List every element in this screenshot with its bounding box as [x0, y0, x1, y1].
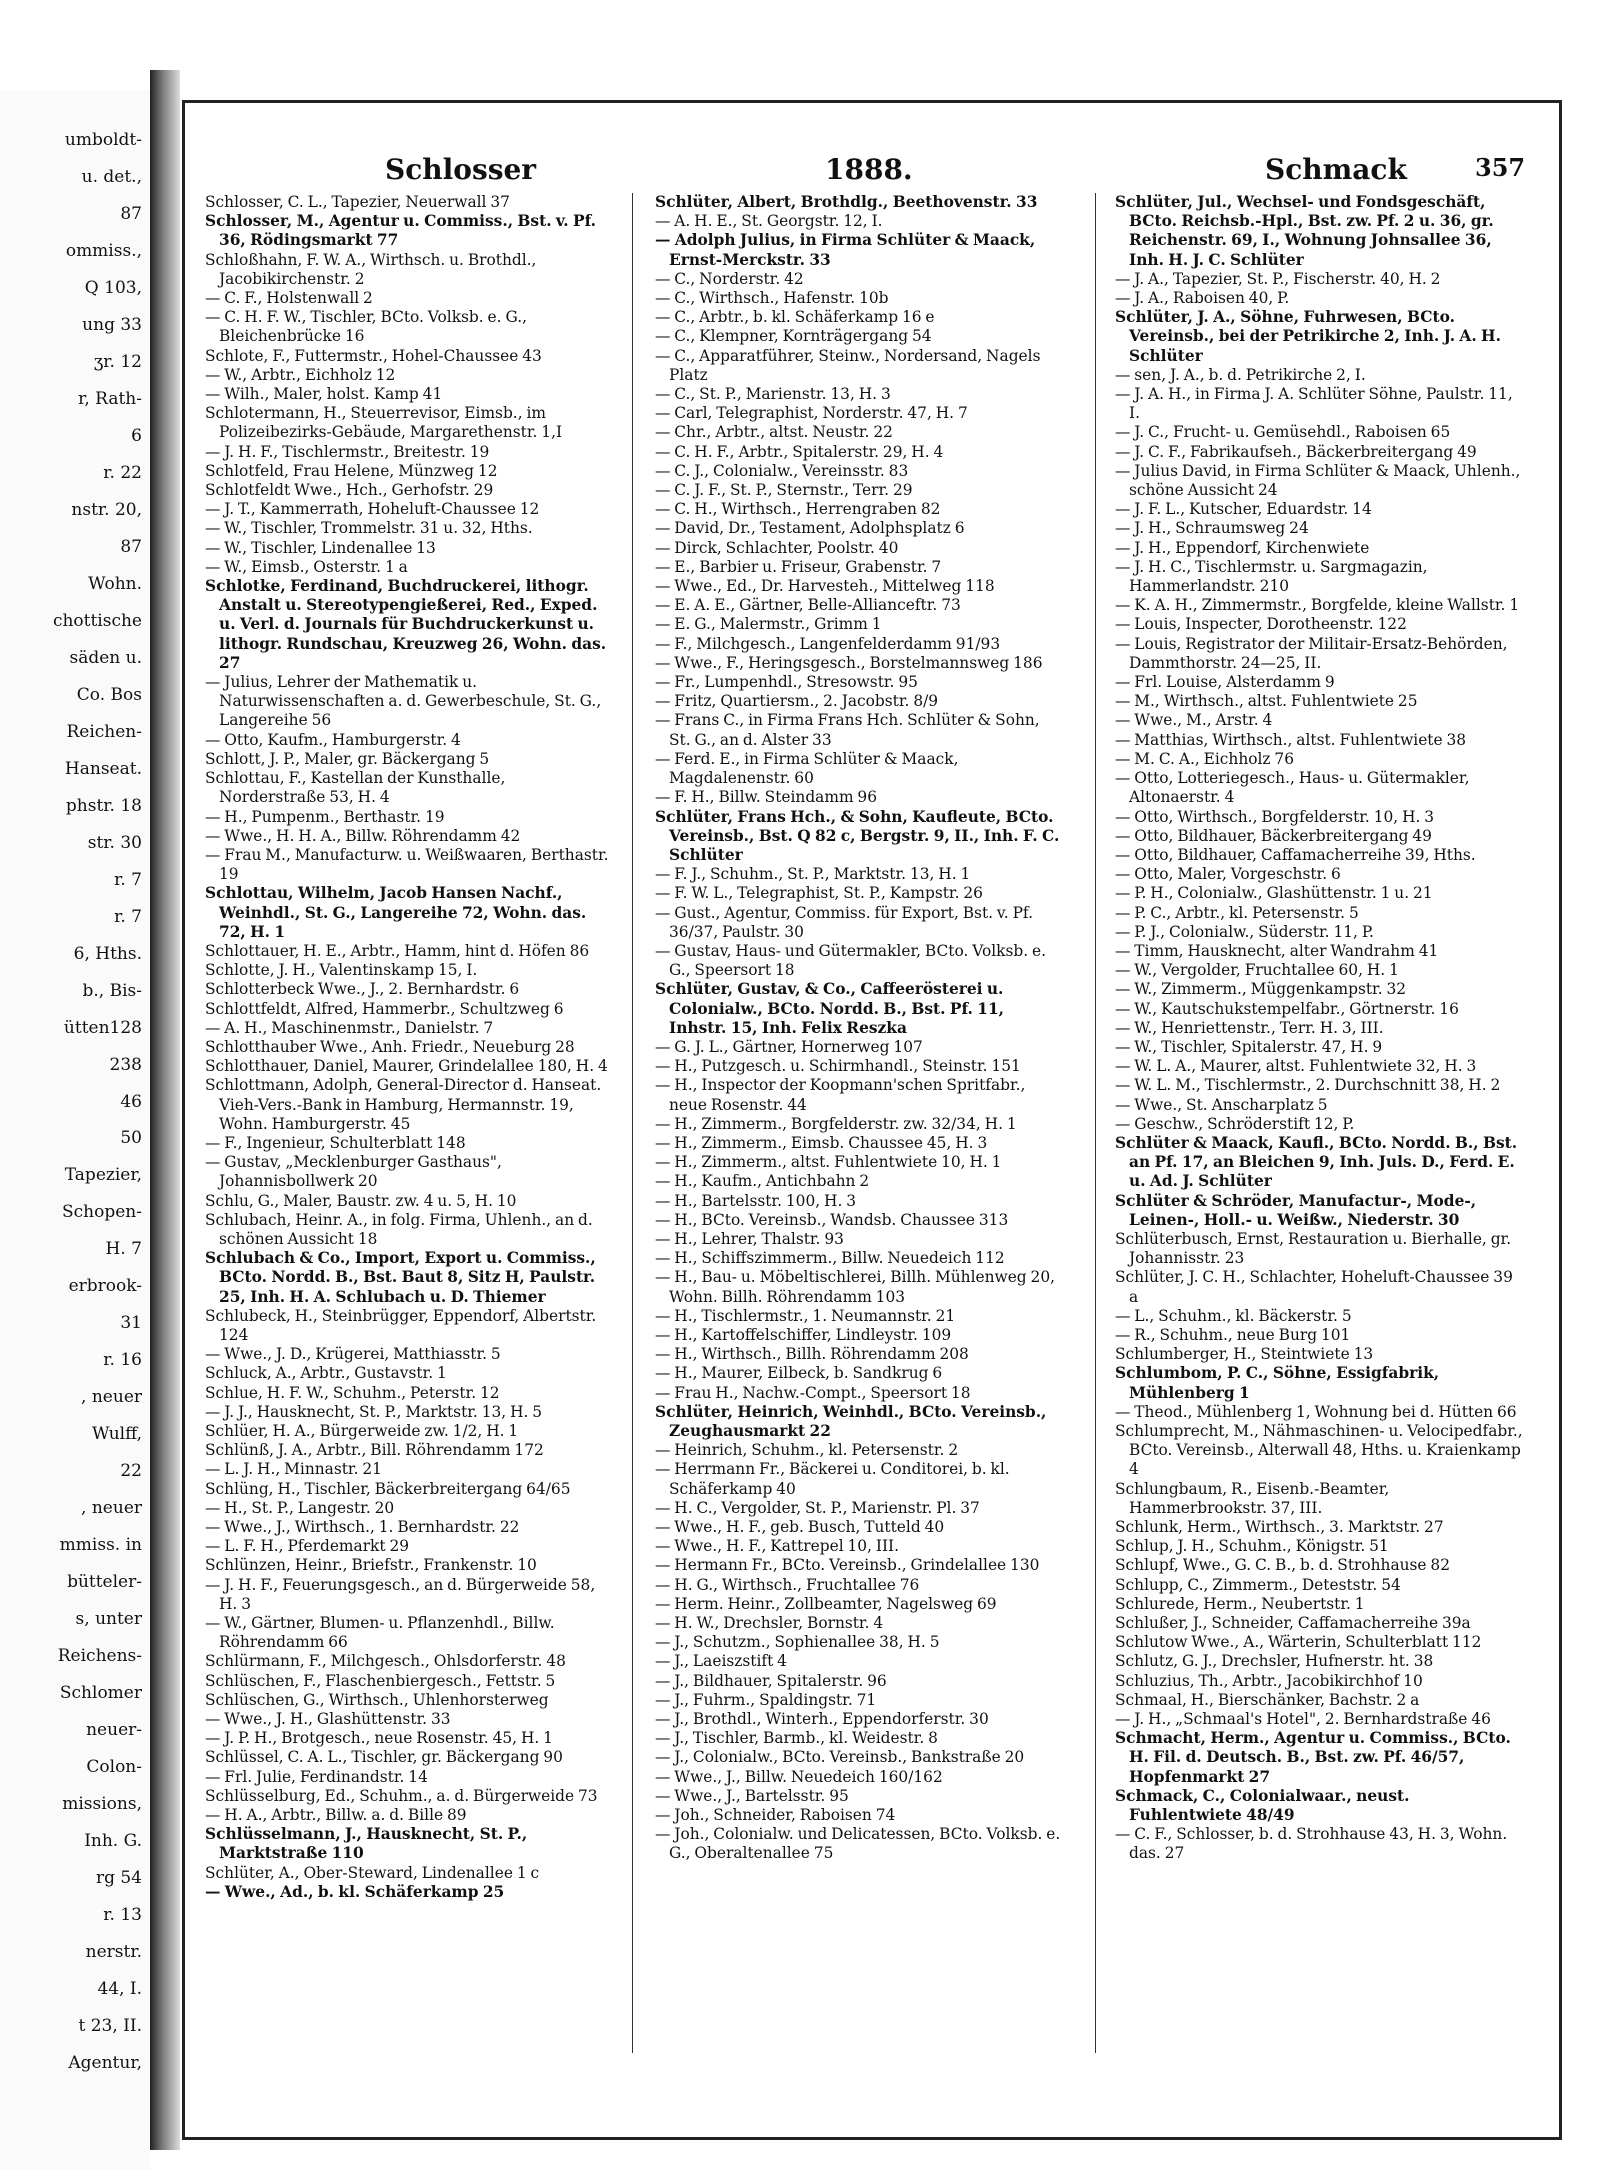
directory-entry: — W. L. A., Maurer, altst. Fuhlentwiete 32, H. 3: [1115, 1057, 1477, 1076]
directory-entry: — Adolph Julius, in Firma Schlüter & Maack, Ernst-Merckstr. 33: [655, 231, 1036, 269]
directory-entry: — P. J., Colonialw., Süderstr. 11, P.: [1115, 922, 1374, 941]
directory-entry: Schlüterbusch, Ernst, Restauration u. Bierhalle, gr. Johannisstr. 23: [1115, 1229, 1512, 1268]
directory-entry: — E. A. E., Gärtner, Belle-Allianceftr. 73: [655, 596, 961, 615]
directory-entry: — Gust., Agentur, Commiss. für Export, Bst. v. Pf. 36/37, Paulstr. 30: [655, 903, 1033, 941]
directory-entry: Schlotke, Ferdinand, Buchdruckerei, lithogr. Anstalt u. Stereotypengießerei, Red., Exped. u. Verl. d. Journals für Buchdruckerkunst u. lithogr. Rundschau, Kreuzweg 26, Wohn. das. 27: [205, 577, 607, 672]
left-page-text-fragment: Schopen-: [62, 1202, 142, 1223]
directory-entry: — Herrmann Fr., Bäckerei u. Conditorei, b. kl. Schäferkamp 40: [655, 1460, 1010, 1498]
directory-entry: — F. W. L., Telegraphist, St. P., Kampstr. 26: [655, 884, 983, 903]
directory-entry: Schluck, A., Arbtr., Gustavstr. 1: [205, 1364, 447, 1383]
directory-entry: Schlüsselmann, J., Hausknecht, St. P., Marktstraße 110: [205, 1825, 528, 1863]
directory-entry: — Carl, Telegraphist, Norderstr. 47, H. 7: [655, 404, 968, 423]
left-page-text-fragment: u. det.,: [81, 166, 142, 187]
directory-entry: Schlüschen, F., Flaschenbiergesch., Fettstr. 5: [205, 1671, 556, 1690]
directory-entry: — Otto, Kaufm., Hamburgerstr. 4: [205, 730, 461, 749]
directory-entry: Schlungbaum, R., Eisenb.-Beamter, Hammerbrookstr. 37, III.: [1115, 1479, 1390, 1517]
directory-entry: Schlüschen, G., Wirthsch., Uhlenhorsterweg: [205, 1690, 549, 1709]
directory-entry: — F. H., Billw. Steindamm 96: [655, 788, 878, 807]
directory-entry: Schlüter, Jul., Wechsel- und Fondsgeschäft, BCto. Reichsb.-Hpl., Bst. zw. Pf. 2 u. 36, gr. Reichenstr. 69, I., Wohnung Johnsallee 36, Inh. H. J. C. Schlüter: [1115, 193, 1494, 269]
left-page-text-fragment: Wohn.: [88, 573, 142, 594]
column-divider: [1095, 193, 1096, 2053]
directory-entry: — Heinrich, Schuhm., kl. Petersenstr. 2: [655, 1441, 959, 1460]
directory-entry: Schlumprecht, M., Nähmaschinen- u. Velocipedfabr., BCto. Vereinsb., Alterwall 48, Hths. u. Kraienkamp 4: [1115, 1422, 1523, 1479]
directory-entry: — H., BCto. Vereinsb., Wandsb. Chaussee 313: [655, 1210, 1009, 1229]
left-page-text-fragment: bütteler-: [67, 1572, 142, 1593]
directory-entry: Schlumberger, H., Steintwiete 13: [1115, 1345, 1374, 1364]
directory-entry: — Timm, Hausknecht, alter Wandrahm 41: [1115, 941, 1439, 960]
directory-entry: — E. G., Malermstr., Grimm 1: [655, 615, 882, 634]
directory-entry: Schlottauer, H. E., Arbtr., Hamm, hint d. Höfen 86: [205, 941, 590, 960]
directory-entry: — Gustav, Haus- und Gütermakler, BCto. Volksb. e. G., Speersort 18: [655, 941, 1046, 980]
directory-entry: Schlurede, Herm., Neubertstr. 1: [1115, 1594, 1365, 1613]
directory-entry: — A. H. E., St. Georgstr. 12, I.: [655, 212, 883, 231]
directory-entry: Schlottmann, Adolph, General-Director d. Hanseat. Vieh-Vers.-Bank in Hamburg, Hermannstr. 19, Wohn. Hamburgerstr. 45: [205, 1076, 602, 1133]
directory-entry: Schlürmann, F., Milchgesch., Ohlsdorferstr. 48: [205, 1652, 566, 1671]
header-year: 1888.: [825, 153, 913, 186]
directory-entry: Schmaal, H., Bierschänker, Bachstr. 2 a: [1115, 1690, 1420, 1709]
left-page-text-fragment: ommiss.,: [65, 240, 142, 261]
directory-entry: — Wwe., H. H. A., Billw. Röhrendamm 42: [205, 826, 521, 845]
directory-entry: Schlu, G., Maler, Baustr. zw. 4 u. 5, H. 10: [205, 1191, 517, 1210]
left-page-text-fragment: 22: [120, 1461, 142, 1482]
left-page-text-fragment: Inh. G.: [84, 1831, 142, 1852]
directory-entry: Schlüter, Heinrich, Weinhdl., BCto. Vereinsb., Zeughausmarkt 22: [655, 1402, 1047, 1440]
directory-entry: — J., Colonialw., BCto. Vereinsb., Bankstraße 20: [655, 1748, 1025, 1767]
directory-entry: — J., Schutzm., Sophienallee 38, H. 5: [655, 1633, 940, 1652]
directory-entry: — Otto, Lotteriegesch., Haus- u. Gütermakler, Altonaerstr. 4: [1115, 769, 1470, 807]
left-page-text-fragment: neuer-: [86, 1720, 142, 1741]
directory-entry: Schlünzen, Heinr., Briefstr., Frankenstr. 10: [205, 1556, 537, 1575]
directory-entry: — Fritz, Quartiersm., 2. Jacobstr. 8/9: [655, 692, 939, 711]
directory-entry: — Dirck, Schlachter, Poolstr. 40: [655, 538, 899, 557]
left-page-text-fragment: , neuer: [81, 1498, 142, 1519]
directory-entry: Schlüter, Gustav, & Co., Caffeerösterei u. Colonialw., BCto. Nordd. B., Bst. Pf. 11, Inhstr. 15, Inh. Felix Reszka: [655, 980, 1005, 1037]
directory-entry: — J. J., Hausknecht, St. P., Marktstr. 13, H. 5: [205, 1402, 543, 1421]
directory-entry: — L. F. H., Pferdemarkt 29: [205, 1537, 410, 1556]
left-page-text-fragment: Wulff,: [91, 1424, 142, 1445]
directory-entry: — H., Bartelsstr. 100, H. 3: [655, 1191, 857, 1210]
left-page-text-fragment: umboldt-: [64, 130, 142, 150]
directory-entry: Schlottau, Wilhelm, Jacob Hansen Nachf., Weinhdl., St. G., Langereihe 72, Wohn. das. 72, H. 1: [205, 884, 587, 941]
directory-entry: — Gustav, „Mecklenburger Gasthaus", Johannisbollwerk 20: [205, 1153, 502, 1191]
left-page-text-fragment: b., Bis-: [82, 980, 142, 1001]
directory-entry: Schlote, F., Futtermstr., Hohel-Chaussee 43: [205, 346, 542, 365]
directory-entry: — Wwe., F., Heringsgesch., Borstelmannsweg 186: [655, 653, 1043, 672]
directory-entry: Schlüter, J. C. H., Schlachter, Hoheluft-Chaussee 39 a: [1115, 1268, 1513, 1306]
directory-entry: — K. A. H., Zimmermstr., Borgfelde, kleine Wallstr. 1: [1115, 596, 1520, 615]
directory-entry: — J., Tischler, Barmb., kl. Weidestr. 8: [655, 1729, 938, 1748]
left-page-text-fragment: 44, I.: [97, 1979, 142, 2000]
directory-entry: — H., Zimmerm., altst. Fuhlentwiete 10, H. 1: [655, 1153, 1002, 1172]
directory-entry: — Herm. Heinr., Zollbeamter, Nagelsweg 69: [655, 1594, 997, 1613]
column-divider: [632, 193, 633, 2053]
directory-entry: Schlüsselburg, Ed., Schuhm., a. d. Bürgerweide 73: [205, 1786, 598, 1805]
left-page-text-fragment: 6, Hths.: [73, 943, 142, 964]
directory-entry: — J., Bildhauer, Spitalerstr. 96: [655, 1671, 887, 1690]
left-page-text-fragment: 87: [120, 203, 142, 224]
running-header: [185, 153, 1559, 193]
directory-entry: — C. H. F. W., Tischler, BCto. Volksb. e. G., Bleichenbrücke 16: [205, 308, 527, 346]
left-page-text-fragment: rg 54: [95, 1868, 142, 1889]
directory-entry: — H., Wirthsch., Billh. Röhrendamm 208: [655, 1345, 969, 1364]
directory-entry: — Wwe., Ed., Dr. Harvesteh., Mittelweg 118: [655, 577, 995, 596]
directory-entry: Schmacht, Herm., Agentur u. Commiss., BCto. H. Fil. d. Deutsch. B., Bst. zw. Pf. 46/57, Hopfenmarkt 27: [1115, 1729, 1511, 1786]
directory-entry: — Frans C., in Firma Frans Hch. Schlüter & Sohn, St. G., an d. Alster 33: [655, 711, 1040, 749]
directory-entry: — J. P. H., Brotgesch., neue Rosenstr. 45, H. 1: [205, 1729, 553, 1748]
directory-entry: — C. J. F., St. P., Sternstr., Terr. 29: [655, 481, 913, 500]
directory-entry: — H., Schiffszimmerm., Billw. Neuedeich 112: [655, 1249, 1005, 1268]
directory-entry: — G. J. L., Gärtner, Hornerweg 107: [655, 1037, 923, 1056]
directory-entry: — Frl. Louise, Alsterdamm 9: [1115, 673, 1335, 692]
left-page-text-fragment: Tapezier,: [64, 1165, 142, 1186]
directory-entry: — H., Inspector der Koopmann'schen Spritfabr., neue Rosenstr. 44: [655, 1076, 1026, 1114]
directory-entry: — Louis, Registrator der Militair-Ersatz-Behörden, Dammthorstr. 24—25, II.: [1115, 634, 1508, 672]
directory-entry: Schlüter, Albert, Brothdlg., Beethovenstr. 33: [655, 193, 1038, 211]
directory-entry: Schlüter, J. A., Söhne, Fuhrwesen, BCto. Vereinsb., bei der Petrikirche 2, Inh. J. A. H. Schlüter: [1115, 308, 1501, 365]
directory-entry: — H., St. P., Langestr. 20: [205, 1498, 395, 1517]
book-gutter: [150, 70, 180, 2150]
directory-entry: — W., Tischler, Trommelstr. 31 u. 32, Hths.: [205, 519, 533, 538]
directory-entry: — H. C., Vergolder, St. P., Marienstr. Pl. 37: [655, 1498, 980, 1517]
header-left-keyword: Schlosser: [385, 153, 537, 186]
left-page-text-fragment: 6: [131, 425, 142, 446]
left-page-text-fragment: Co. Bos: [76, 684, 142, 705]
left-page-text-fragment: ütten128: [63, 1017, 142, 1038]
directory-entry: Schlottau, F., Kastellan der Kunsthalle, Norderstraße 53, H. 4: [205, 769, 506, 807]
directory-entry: — Matthias, Wirthsch., altst. Fuhlentwiete 38: [1115, 730, 1467, 749]
directory-entry: Schlüssel, C. A. L., Tischler, gr. Bäckergang 90: [205, 1748, 563, 1767]
directory-entry: Schlotfeldt Wwe., Hch., Gerhofstr. 29: [205, 481, 494, 500]
directory-entry: — Otto, Bildhauer, Bäckerbreitergang 49: [1115, 826, 1432, 845]
directory-entry: — F. J., Schuhm., St. P., Marktstr. 13, H. 1: [655, 865, 971, 884]
directory-entry: — Otto, Maler, Vorgeschstr. 6: [1115, 865, 1341, 884]
column-1: [205, 193, 615, 2093]
directory-entry: Schlüter, A., Ober-Steward, Lindenallee 1 c: [205, 1863, 540, 1882]
directory-entry: Schlotterbeck Wwe., J., 2. Bernhardstr. 6: [205, 980, 520, 999]
directory-entry: Schlüer, H. A., Bürgerweide zw. 1/2, H. 1: [205, 1422, 519, 1440]
directory-entry: — C., Wirthsch., Hafenstr. 10b: [655, 289, 889, 308]
directory-entry: — W., Vergolder, Fruchtallee 60, H. 1: [1115, 961, 1399, 980]
directory-entry: — sen, J. A., b. d. Petrikirche 2, I.: [1115, 365, 1366, 384]
directory-entry: — Frau H., Nachw.-Compt., Speersort 18: [655, 1383, 971, 1402]
directory-entry: Schlutz, G. J., Drechsler, Hufnerstr. ht. 38: [1115, 1652, 1434, 1671]
directory-entry: — H., Kartoffelschiffer, Lindleystr. 109: [655, 1325, 952, 1344]
directory-entry: — W., Tischler, Spitalerstr. 47, H. 9: [1115, 1037, 1383, 1056]
directory-entry: — Wwe., St. Anscharplatz 5: [1115, 1095, 1328, 1114]
directory-entry: Schlosser, M., Agentur u. Commiss., Bst. v. Pf. 36, Rödingsmarkt 77: [205, 212, 597, 250]
directory-entry: — J. A. H., in Firma J. A. Schlüter Söhne, Paulstr. 11, I.: [1115, 385, 1513, 423]
directory-entry: — C., Apparatführer, Steinw., Nordersand, Nagels Platz: [655, 346, 1041, 384]
directory-entry: Schloßhahn, F. W. A., Wirthsch. u. Brothdl., Jacobikirchenstr. 2: [205, 250, 537, 288]
directory-entry: — H. G., Wirthsch., Fruchtallee 76: [655, 1575, 920, 1594]
left-page-text-fragment: 87: [120, 536, 142, 557]
directory-entry: — A. H., Maschinenmstr., Danielstr. 7: [205, 1018, 494, 1037]
directory-entry: — Wwe., J. D., Krügerei, Matthiasstr. 5: [205, 1345, 501, 1364]
directory-entry: — H., Zimmerm., Eimsb. Chaussee 45, H. 3: [655, 1133, 988, 1152]
left-page-text-fragment: 46: [120, 1091, 142, 1112]
directory-entry: Schlupp, C., Zimmerm., Deteststr. 54: [1115, 1575, 1401, 1594]
left-page-fragment: [0, 90, 150, 2170]
directory-entry: Schlotermann, H., Steuerrevisor, Eimsb., im Polizeibezirks-Gebäude, Margarethenstr. 1,I: [205, 404, 563, 442]
directory-entry: — H. W., Drechsler, Bornstr. 4: [655, 1614, 884, 1633]
directory-entry: Schlotthauer, Daniel, Maurer, Grindelallee 180, H. 4: [205, 1057, 608, 1076]
directory-entry: — H., Lehrer, Thalstr. 93: [655, 1229, 844, 1248]
directory-entry: — J. H., Schraumsweg 24: [1115, 519, 1309, 538]
left-page-text-fragment: Colon-: [86, 1757, 142, 1778]
directory-entry: — H., Putzgesch. u. Schirmhandl., Steinstr. 151: [655, 1057, 1021, 1076]
directory-entry: — J., Fuhrm., Spaldingstr. 71: [655, 1690, 877, 1709]
left-page-text-fragment: Agentur,: [68, 2053, 142, 2074]
left-page-text-fragment: H. 7: [105, 1239, 142, 1260]
directory-entry: — Frl. Julie, Ferdinandstr. 14: [205, 1767, 428, 1786]
directory-entry: — C. F., Schlosser, b. d. Strohhause 43, H. 3, Wohn. das. 27: [1115, 1825, 1508, 1863]
left-page-text-fragment: säden u.: [69, 647, 142, 668]
directory-entry: — C., St. P., Marienstr. 13, H. 3: [655, 385, 891, 404]
directory-entry: — J. C., Frucht- u. Gemüsehdl., Raboisen 65: [1115, 423, 1451, 442]
directory-entry: — J., Brothdl., Winterh., Eppendorferstr. 30: [655, 1710, 989, 1729]
directory-entry: — W. L. M., Tischlermstr., 2. Durchschnitt 38, H. 2: [1115, 1076, 1501, 1095]
left-page-text-fragment: r. 7: [114, 906, 142, 927]
column-2: [655, 193, 1065, 2093]
column-3: [1115, 193, 1525, 2093]
directory-entry: — Wwe., M., Arstr. 4: [1115, 711, 1273, 730]
directory-entry: — W., Zimmerm., Müggenkampstr. 32: [1115, 980, 1407, 999]
directory-entry: — E., Barbier u. Friseur, Grabenstr. 7: [655, 557, 942, 576]
directory-entry: — Julius, Lehrer der Mathematik u. Naturwissenschaften a. d. Gewerbeschule, St. G., Langereihe 56: [205, 673, 602, 730]
directory-entry: — Wilh., Maler, holst. Kamp 41: [205, 385, 443, 404]
directory-entry: — Fr., Lumpenhdl., Stresowstr. 95: [655, 673, 918, 692]
directory-entry: — J. H., „Schmaal's Hotel", 2. Bernhardstraße 46: [1115, 1710, 1491, 1729]
directory-entry: — H., Kaufm., Antichbahn 2: [655, 1172, 870, 1191]
left-page-text-fragment: r, Rath-: [78, 388, 142, 409]
directory-entry: — F., Milchgesch., Langenfelderdamm 91/93: [655, 634, 1001, 653]
directory-entry: — Otto, Bildhauer, Caffamacherreihe 39, Hths.: [1115, 845, 1476, 864]
left-page-text-fragment: 31: [120, 1313, 142, 1334]
directory-entry: — W., Tischler, Lindenallee 13: [205, 538, 436, 557]
directory-entry: Schlubeck, H., Steinbrügger, Eppendorf, Albertstr. 124: [205, 1306, 597, 1344]
directory-entry: — Hermann Fr., BCto. Vereinsb., Grindelallee 130: [655, 1556, 1040, 1575]
directory-entry: Schlubach, Heinr. A., in folg. Firma, Uhlenh., an d. schönen Aussicht 18: [205, 1210, 593, 1248]
directory-entry: — Julius David, in Firma Schlüter & Maack, Uhlenh., schöne Aussicht 24: [1115, 461, 1521, 500]
directory-entry: — J. H. C., Tischlermstr. u. Sargmagazin, Hammerlandstr. 210: [1115, 557, 1428, 596]
directory-entry: Schlosser, C. L., Tapezier, Neuerwall 37: [205, 193, 510, 211]
left-page-text-fragment: 50: [120, 1128, 142, 1149]
left-page-text-fragment: mmiss. in: [59, 1535, 142, 1556]
left-page-text-fragment: str. 30: [87, 832, 142, 853]
directory-entry: — J. H. F., Feuerungsgesch., an d. Bürgerweide 58, H. 3: [205, 1575, 596, 1613]
left-page-text-fragment: ung 33: [82, 314, 142, 335]
page-number: 357: [1475, 153, 1526, 182]
directory-entry: — H., Pumpenm., Berthastr. 19: [205, 807, 445, 826]
directory-entry: — Wwe., Ad., b. kl. Schäferkamp 25: [205, 1882, 505, 1901]
directory-entry: — C., Klempner, Kornträgergang 54: [655, 327, 932, 346]
directory-entry: — W., Eimsb., Osterstr. 1 a: [205, 557, 408, 576]
directory-entry: — W., Kautschukstempelfabr., Görtnerstr. 16: [1115, 999, 1459, 1018]
directory-entry: — J., Laeiszstift 4: [655, 1652, 787, 1671]
directory-entry: Schlotfeld, Frau Helene, Münzweg 12: [205, 461, 498, 480]
directory-entry: Schlott, J. P., Maler, gr. Bäckergang 5: [205, 749, 490, 768]
directory-entry: — J. H. F., Tischlermstr., Breitestr. 19: [205, 442, 490, 461]
directory-entry: Schlutow Wwe., A., Wärterin, Schulterblatt 112: [1115, 1633, 1482, 1652]
directory-entry: — J. H., Eppendorf, Kirchenwiete: [1115, 538, 1370, 557]
left-page-text-fragment: phstr. 18: [65, 795, 142, 816]
left-page-text-fragment: chottische: [52, 610, 142, 631]
left-page-text-fragment: Reichens-: [57, 1646, 142, 1667]
directory-entry: — Joh., Colonialw. und Delicatessen, BCto. Volksb. e. G., Oberaltenallee 75: [655, 1825, 1061, 1863]
directory-entry: — F., Ingenieur, Schulterblatt 148: [205, 1133, 466, 1152]
directory-entry: — C. H., Wirthsch., Herrengraben 82: [655, 500, 941, 519]
directory-entry: — Wwe., J., Bartelsstr. 95: [655, 1786, 849, 1805]
directory-entry: — David, Dr., Testament, Adolphsplatz 6: [655, 519, 965, 538]
left-page-text-fragment: s, unter: [75, 1609, 142, 1630]
directory-entry: — J. T., Kammerrath, Hoheluft-Chaussee 12: [205, 500, 540, 519]
directory-entry: — P. H., Colonialw., Glashüttenstr. 1 u. 21: [1115, 884, 1433, 903]
directory-entry: — C. J., Colonialw., Vereinsstr. 83: [655, 461, 909, 480]
left-page-text-fragment: r. 7: [114, 869, 142, 890]
directory-entry: Schlup, J. H., Schuhm., Königstr. 51: [1115, 1537, 1389, 1556]
directory-entry: Schlumbom, P. C., Söhne, Essigfabrik, Mühlenberg 1: [1115, 1364, 1440, 1402]
directory-entry: — W., Henriettenstr., Terr. H. 3, III.: [1115, 1018, 1384, 1037]
left-page-text-fragment: nerstr.: [85, 1942, 142, 1963]
directory-entry: — C. H. F., Arbtr., Spitalerstr. 29, H. 4: [655, 442, 944, 461]
directory-entry: — Geschw., Schröderstift 12, P.: [1115, 1114, 1355, 1133]
directory-entry: Schmack, C., Colonialwaar., neust. Fuhlentwiete 48/49: [1115, 1786, 1410, 1825]
directory-entry: — C., Norderstr. 42: [655, 269, 804, 288]
directory-entry: — H., Zimmerm., Borgfelderstr. zw. 32/34, H. 1: [655, 1114, 1017, 1133]
directory-entry: — Wwe., J., Billw. Neuedeich 160/162: [655, 1767, 943, 1786]
directory-entry: — Wwe., J. H., Glashüttenstr. 33: [205, 1710, 451, 1729]
directory-entry: — W., Arbtr., Eichholz 12: [205, 365, 396, 384]
directory-entry: Schlottfeldt, Alfred, Hammerbr., Schultzweg 6: [205, 999, 564, 1018]
directory-entry: — J. A., Raboisen 40, P.: [1115, 289, 1290, 308]
left-page-text-fragment: Hanseat.: [64, 758, 142, 779]
directory-entry: — M. C. A., Eichholz 76: [1115, 749, 1295, 768]
directory-entry: — L. J. H., Minnastr. 21: [205, 1460, 382, 1479]
left-page-text-fragment: 238: [109, 1054, 142, 1075]
left-page-text-fragment: t 23, II.: [78, 2016, 142, 2037]
left-page-text-fragment: Q 103,: [84, 277, 142, 298]
directory-entry: — Otto, Wirthsch., Borgfelderstr. 10, H. 3: [1115, 807, 1435, 826]
directory-entry: — C. F., Holstenwall 2: [205, 289, 373, 308]
directory-entry: — Ferd. E., in Firma Schlüter & Maack, Magdalenenstr. 60: [655, 749, 959, 788]
directory-entry: Schlotthauber Wwe., Anh. Friedr., Neueburg 28: [205, 1037, 575, 1056]
left-page-text-fragment: r. 16: [103, 1350, 142, 1371]
directory-entry: Schluzius, Th., Arbtr., Jacobikirchhof 10: [1115, 1671, 1423, 1690]
header-right-keyword: Schmack: [1265, 153, 1407, 186]
directory-entry: — Joh., Schneider, Raboisen 74: [655, 1806, 896, 1825]
directory-entry: Schlunk, Herm., Wirthsch., 3. Marktstr. 27: [1115, 1518, 1444, 1537]
left-page-text-fragment: r. 22: [103, 462, 142, 483]
directory-entry: — R., Schuhm., neue Burg 101: [1115, 1325, 1351, 1344]
left-page-text-fragment: missions,: [62, 1794, 142, 1815]
directory-entry: — J. A., Tapezier, St. P., Fischerstr. 40, H. 2: [1115, 269, 1441, 288]
left-page-text-fragment: nstr. 20,: [71, 499, 142, 520]
directory-entry: Schlue, H. F. W., Schuhm., Peterstr. 12: [205, 1383, 500, 1402]
left-page-text-fragment: r. 13: [103, 1905, 142, 1926]
left-page-text-fragment: Schlomer: [59, 1683, 142, 1704]
directory-entry: — Chr., Arbtr., altst. Neustr. 22: [655, 423, 893, 442]
directory-entry: — Wwe., J., Wirthsch., 1. Bernhardstr. 22: [205, 1518, 520, 1537]
directory-entry: — Frau M., Manufacturw. u. Weißwaaren, Berthastr. 19: [205, 845, 609, 884]
directory-entry: Schlotte, J. H., Valentinskamp 15, I.: [205, 961, 478, 980]
directory-entry: — J. C. F., Fabrikaufseh., Bäckerbreitergang 49: [1115, 442, 1477, 461]
directory-entry: Schlupf, Wwe., G. C. B., b. d. Strohhause 82: [1115, 1556, 1451, 1575]
directory-entry: Schlubach & Co., Import, Export u. Commiss., BCto. Nordd. B., Bst. Baut 8, Sitz H, Paulstr. 25, Inh. H. A. Schlubach u. D. Thiemer: [205, 1249, 596, 1306]
directory-entry: Schlüter & Schröder, Manufactur-, Mode-, Leinen-, Holl.- u. Weißw., Niederstr. 30: [1115, 1191, 1477, 1229]
directory-entry: — P. C., Arbtr., kl. Petersenstr. 5: [1115, 903, 1359, 922]
directory-page: [182, 100, 1562, 2140]
directory-entry: — H., Maurer, Eilbeck, b. Sandkrug 6: [655, 1364, 943, 1383]
left-page-text-fragment: ʒr. 12: [93, 351, 142, 372]
directory-entry: — Wwe., H. F., Kattrepel 10, III.: [655, 1537, 900, 1556]
directory-entry: Schlüng, H., Tischler, Bäckerbreitergang 64/65: [205, 1479, 571, 1498]
directory-entry: Schlüter, Frans Hch., & Sohn, Kaufleute, BCto. Vereinsb., Bst. Q 82 c, Bergstr. 9, II., Inh. F. C. Schlüter: [655, 807, 1060, 864]
directory-entry: — W., Gärtner, Blumen- u. Pflanzenhdl., Billw. Röhrendamm 66: [205, 1614, 555, 1652]
directory-entry: — H. A., Arbtr., Billw. a. d. Bille 89: [205, 1806, 467, 1825]
directory-entry: — H., Tischlermstr., 1. Neumannstr. 21: [655, 1306, 956, 1325]
left-page-text-fragment: , neuer: [81, 1387, 142, 1408]
directory-entry: — Wwe., H. F., geb. Busch, Tutteld 40: [655, 1518, 945, 1537]
directory-entry: — L., Schuhm., kl. Bäckerstr. 5: [1115, 1306, 1352, 1325]
directory-entry: — H., Bau- u. Möbeltischlerei, Billh. Mühlenweg 20, Wohn. Billh. Röhrendamm 103: [655, 1268, 1056, 1306]
directory-entry: — Theod., Mühlenberg 1, Wohnung bei d. Hütten 66: [1115, 1402, 1517, 1421]
directory-entry: Schlünß, J. A., Arbtr., Bill. Röhrendamm 172: [205, 1441, 544, 1460]
directory-entry: Schlüter & Maack, Kaufl., BCto. Nordd. B., Bst. an Pf. 17, an Bleichen 9, Inh. Juls. D., Ferd. E. u. Ad. J. Schlüter: [1115, 1133, 1518, 1191]
directory-entry: — C., Arbtr., b. kl. Schäferkamp 16 e: [655, 308, 935, 327]
left-page-text-fragment: erbrook-: [68, 1276, 142, 1297]
directory-entry: Schlußer, J., Schneider, Caffamacherreihe 39a: [1115, 1614, 1471, 1633]
directory-entry: — M., Wirthsch., altst. Fuhlentwiete 25: [1115, 692, 1418, 711]
left-page-text-fragment: Reichen-: [66, 721, 142, 742]
directory-entry: — Louis, Inspecter, Dorotheenstr. 122: [1115, 615, 1407, 634]
directory-entry: — J. F. L., Kutscher, Eduardstr. 14: [1115, 500, 1372, 519]
